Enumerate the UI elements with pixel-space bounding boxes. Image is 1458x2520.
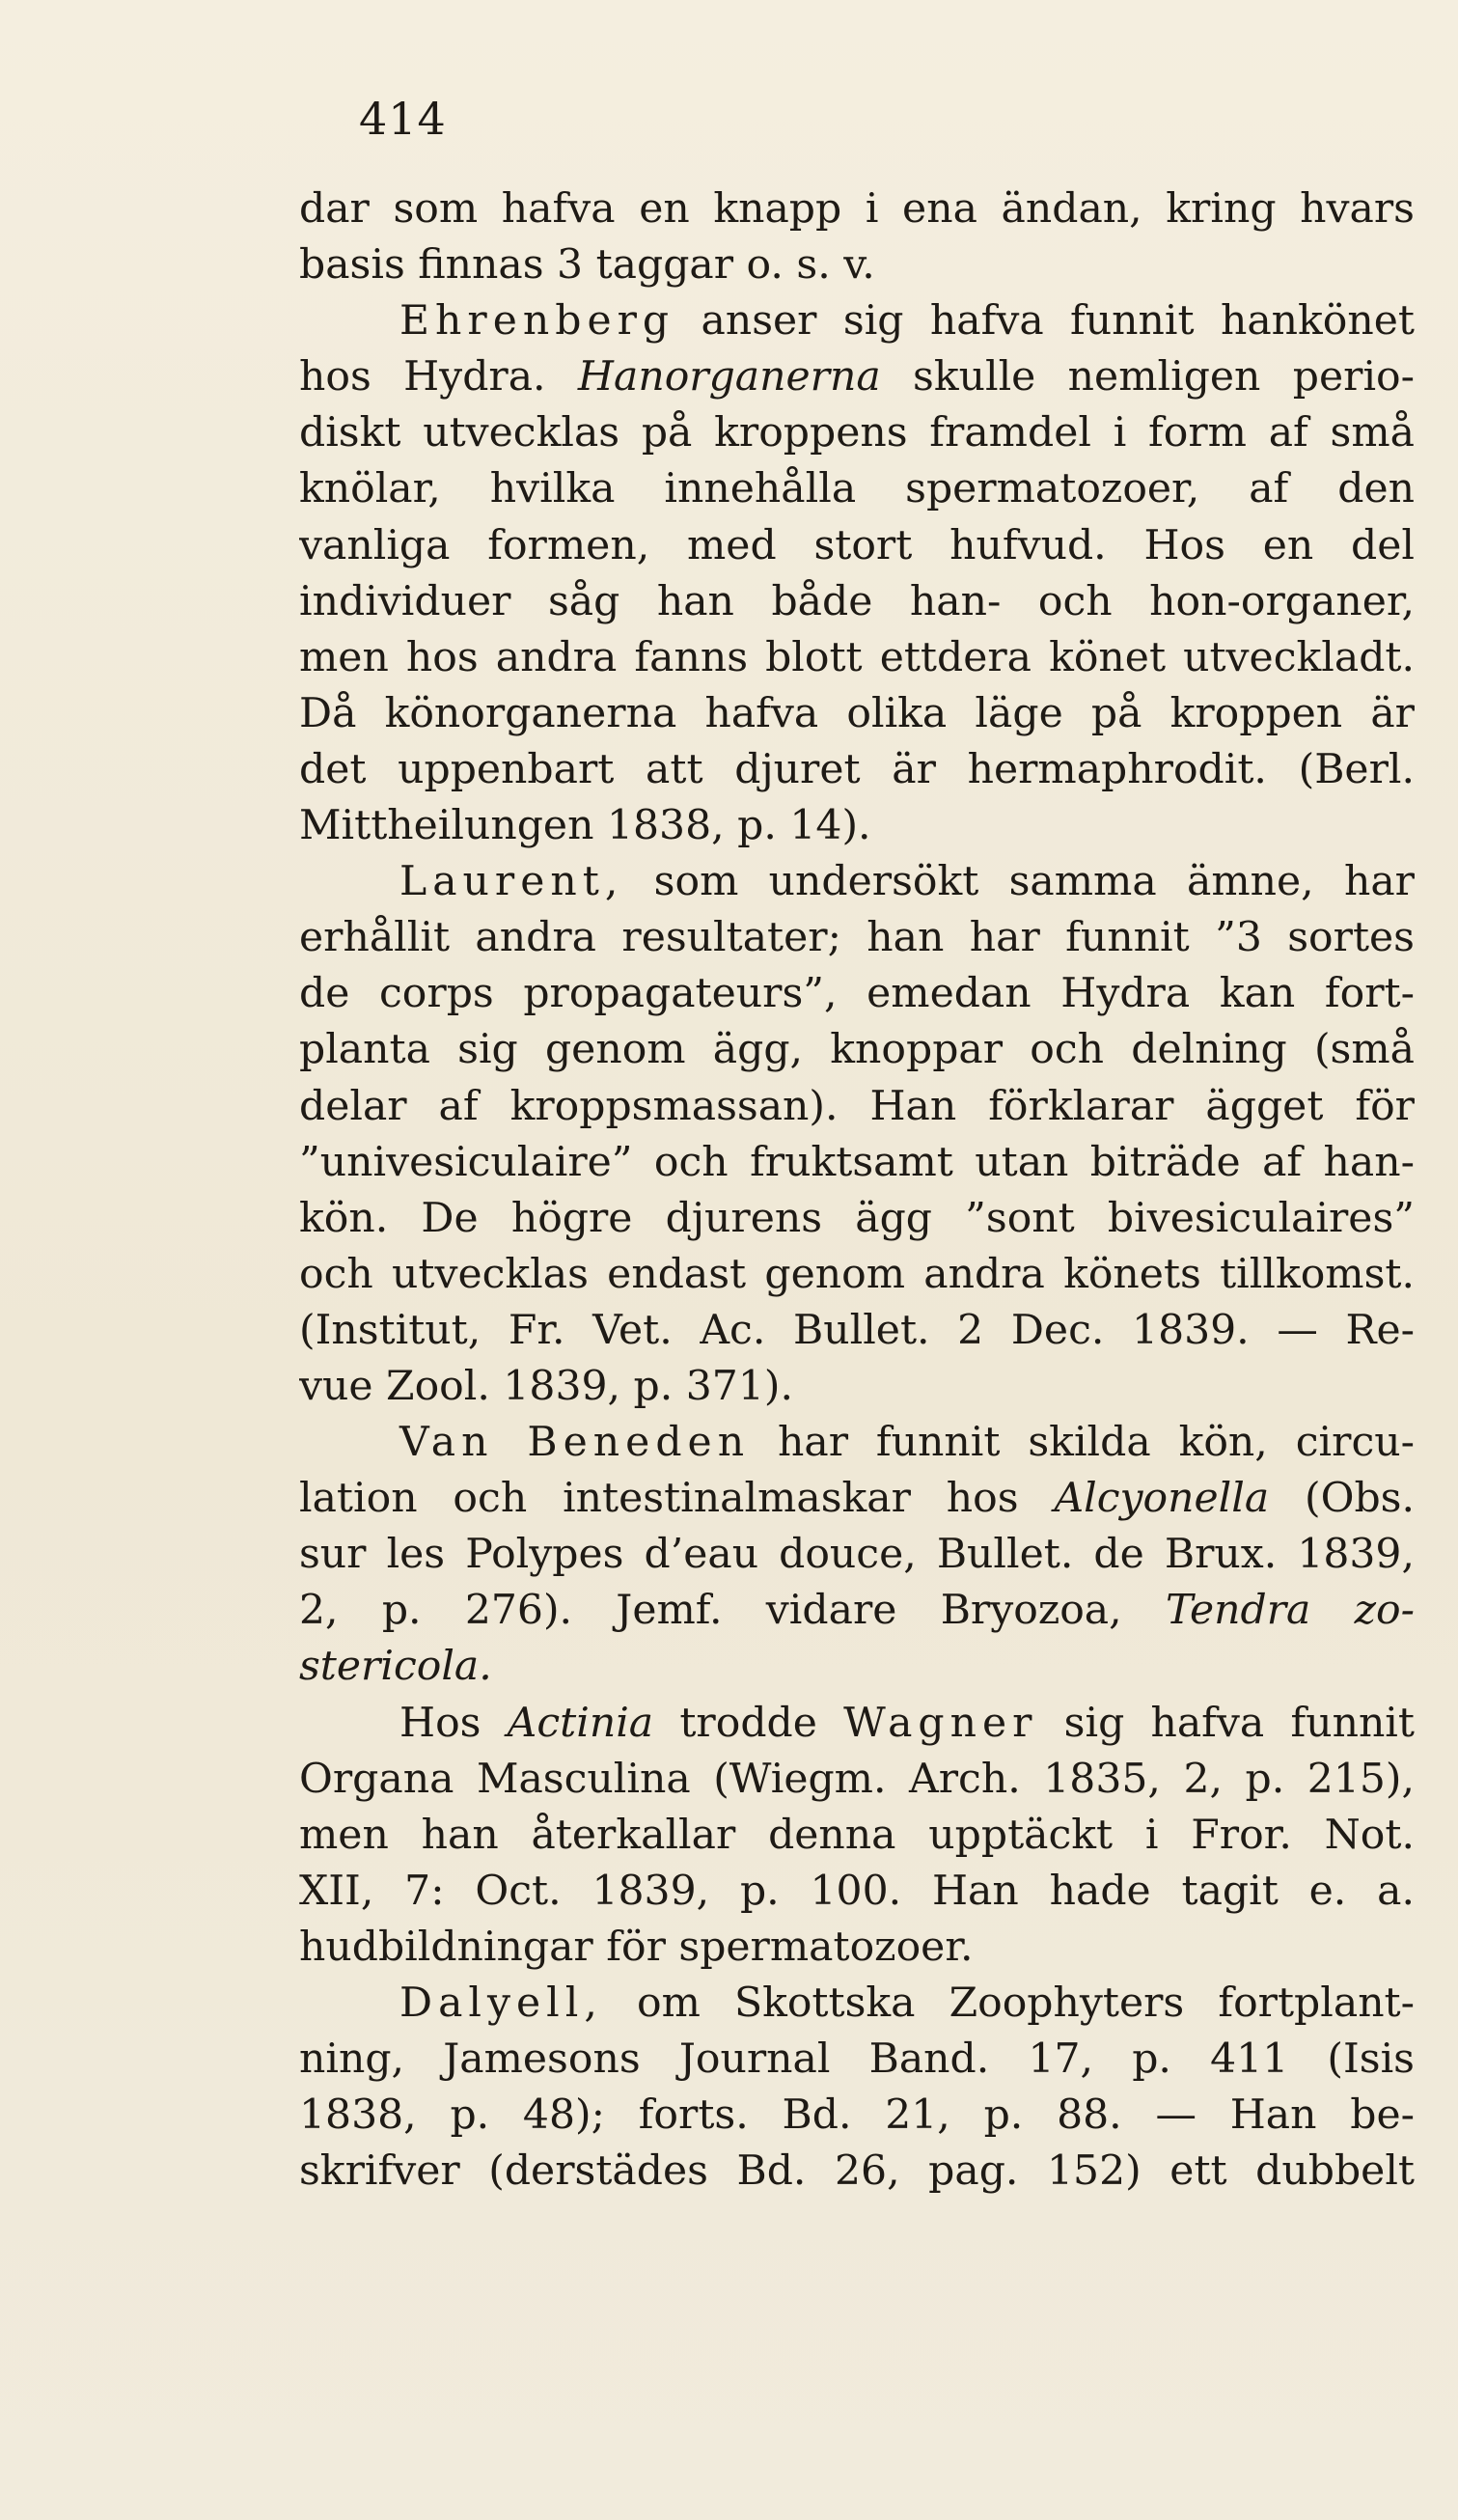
spaced-name: Ehrenberg <box>399 297 675 346</box>
text-run: vue Zool. 1839, p. 371). <box>299 1362 793 1410</box>
text-line <box>299 1135 1415 1191</box>
text-line <box>299 1976 1415 2032</box>
spaced-name: Wagner <box>843 1699 1038 1747</box>
text-run: Då könorganerna hafva olika läge på kroppen är <box>299 689 1415 737</box>
text-run: diskt utvecklas på kroppens framdel i form af små <box>299 409 1415 457</box>
text-run: basis finnas 3 taggar o. s. v. <box>299 241 875 290</box>
text-run: sig hafva funnit <box>1037 1699 1415 1747</box>
italic-term: Hanorganerna <box>577 353 881 402</box>
text-line <box>299 1527 1415 1583</box>
text-run: 1838, p. 48); forts. Bd. 21, p. 88. — Han be- <box>299 2091 1415 2140</box>
text-run: som undersökt samma ämne, har <box>623 858 1415 906</box>
text-line <box>299 1303 1415 1359</box>
body-text <box>299 181 1415 2200</box>
text-run: Hos <box>399 1699 508 1747</box>
text-line <box>299 2144 1415 2200</box>
text-line <box>299 1359 1415 1415</box>
text-line <box>299 2088 1415 2144</box>
text-run: men han återkallar denna upptäckt i Fror. Not. <box>299 1811 1415 1859</box>
text-line <box>299 1079 1415 1135</box>
text-line <box>299 1191 1415 1247</box>
text-run: de corps propagateurs”, emedan Hydra kan fort- <box>299 970 1415 1018</box>
text-run: ning, Jamesons Journal Band. 17, p. 411 (Isis <box>299 2035 1415 2084</box>
text-run: dar som hafva en knapp i ena ändan, kring hvars <box>299 185 1415 233</box>
italic-term: Actinia <box>507 1699 654 1747</box>
text-line <box>299 1920 1415 1976</box>
text-run: (Institut, Fr. Vet. Ac. Bullet. 2 Dec. 1839. — Re- <box>299 1306 1415 1354</box>
italic-term: Alcyonella <box>1054 1475 1270 1523</box>
text-line <box>299 1247 1415 1303</box>
text-line <box>299 1752 1415 1808</box>
text-line <box>299 1639 1415 1695</box>
italic-term: stericola. <box>299 1643 492 1691</box>
text-run: Organa Masculina (Wiegm. Arch. 1835, 2, p. 215), <box>299 1755 1415 1803</box>
text-run: hos Hydra. <box>299 353 578 402</box>
text-run: (Obs. <box>1269 1475 1415 1523</box>
text-run: men hos andra fanns blott ettdera könet utveckladt. <box>299 633 1415 681</box>
text-line <box>299 1415 1415 1471</box>
spaced-name: Van Beneden <box>399 1419 751 1467</box>
text-line <box>299 237 1415 293</box>
text-run: lation och intestinalmaskar hos <box>299 1475 1055 1523</box>
text-run: hudbildningar för spermatozoer. <box>299 1923 974 1971</box>
text-line <box>299 405 1415 461</box>
text-line <box>299 461 1415 517</box>
text-run: skulle nemligen perio- <box>880 353 1415 402</box>
text-line <box>299 854 1415 910</box>
text-line <box>299 349 1415 405</box>
text-run: XII, 7: Oct. 1839, p. 100. Han hade tagit e. a. <box>299 1867 1415 1915</box>
text-line <box>299 1022 1415 1078</box>
text-run: och utvecklas endast genom andra könets tillkomst. <box>299 1250 1415 1298</box>
text-run: har funnit skilda kön, circu- <box>750 1419 1415 1467</box>
text-line <box>299 798 1415 854</box>
text-run: kön. De högre djurens ägg ”sont bivesiculaires” <box>299 1194 1415 1242</box>
text-run: delar af kroppsmassan). Han förklarar ägget för <box>299 1082 1415 1130</box>
text-run: individuer såg han både han- och hon-organer, <box>299 577 1415 625</box>
text-run: om Skottska Zoophyters fortplant- <box>602 1980 1415 2027</box>
text-run: 2, p. 276). Jemf. vidare Bryozoa, <box>299 1587 1166 1635</box>
text-run: ”univesiculaire” och fruktsamt utan biträde af han- <box>299 1138 1415 1186</box>
text-run: Mittheilungen 1838, p. 14). <box>299 802 871 850</box>
text-run: knölar, hvilka innehålla spermatozoer, af den <box>299 465 1415 513</box>
text-run: anser sig hafva funnit hankönet <box>674 297 1415 346</box>
text-line <box>299 2032 1415 2088</box>
text-line <box>299 630 1415 686</box>
text-line <box>299 518 1415 574</box>
page-number: 414 <box>359 93 447 145</box>
text-line <box>299 1696 1415 1752</box>
text-line <box>299 966 1415 1022</box>
text-run: skrifver (derstädes Bd. 26, pag. 152) ett dubbelt <box>299 2147 1415 2196</box>
text-line <box>299 293 1415 349</box>
text-line <box>299 1471 1415 1527</box>
text-run: planta sig genom ägg, knoppar och delning (små <box>299 1026 1415 1074</box>
text-run: det uppenbart att djuret är hermaphrodit. (Berl. <box>299 745 1415 793</box>
text-run: sur les Polypes d’eau douce, Bullet. de Brux. 1839, <box>299 1531 1415 1579</box>
text-line <box>299 742 1415 798</box>
text-line <box>299 1808 1415 1864</box>
text-run: erhållit andra resultater; han har funnit ”3 sortes <box>299 914 1415 962</box>
italic-term: Tendra zo- <box>1165 1587 1415 1635</box>
spaced-name: Dalyell, <box>399 1980 603 2027</box>
text-line <box>299 1583 1415 1639</box>
text-line <box>299 1864 1415 1920</box>
text-line <box>299 910 1415 966</box>
text-line <box>299 686 1415 742</box>
text-line <box>299 574 1415 630</box>
text-run: vanliga formen, med stort hufvud. Hos en del <box>299 521 1415 569</box>
text-run: trodde <box>653 1699 844 1747</box>
spaced-name: Laurent, <box>399 858 624 906</box>
text-line <box>299 181 1415 237</box>
